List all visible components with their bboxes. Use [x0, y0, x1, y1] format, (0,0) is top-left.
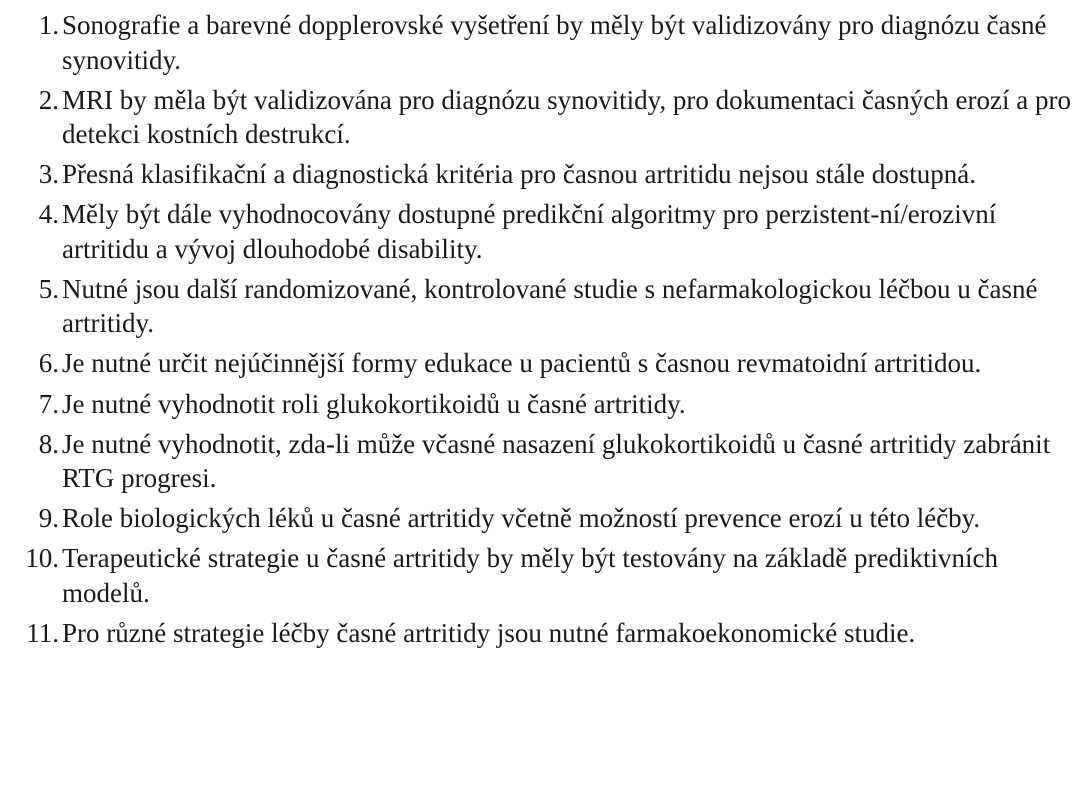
- item-number: 3.: [38, 159, 59, 190]
- list-item-7: [0, 387, 1084, 422]
- item-number: 5.: [38, 273, 59, 304]
- item-text: Role biologických léků u časné artritidy včetně možností prevence erozí u této léčby.: [62, 503, 981, 534]
- item-number: 9.: [38, 503, 59, 534]
- list-item-6: [0, 346, 1084, 381]
- item-number: 6.: [38, 348, 59, 379]
- item-number: 4.: [38, 199, 59, 230]
- item-text: Pro různé strategie léčby časné artritidy jsou nutné farmakoekonomické studie.: [62, 617, 916, 648]
- list-item-3: [0, 157, 1084, 192]
- item-number: 10.: [25, 543, 59, 574]
- item-number: 7.: [38, 388, 59, 419]
- list-item-1: [0, 8, 1084, 77]
- item-number: 11.: [26, 617, 59, 648]
- list-item-9: [0, 501, 1084, 536]
- item-number: 1.: [38, 10, 59, 40]
- list-item-10: [0, 541, 1084, 610]
- list-item-8: [0, 427, 1084, 496]
- item-text: Přesná klasifikační a diagnostická kritéria pro časnou artritidu nejsou stále dostupná.: [62, 159, 976, 190]
- item-text: Je nutné vyhodnotit roli glukokortikoidů u časné artritidy.: [62, 388, 686, 419]
- item-text: Je nutné vyhodnotit, zda-li může včasné nasazení glukokortikoidů u časné artritidy zabránit RTG progresi.: [62, 428, 1051, 494]
- item-number: 2.: [38, 84, 59, 115]
- item-text: Je nutné určit nejúčinnější formy edukace u pacientů s časnou revmatoidní artritidou.: [62, 348, 982, 379]
- item-text: MRI by měla být validizována pro diagnózu synovitidy, pro dokumentaci časných erozí a pro detekci kostních destrukcí.: [62, 84, 1071, 150]
- list-item-2: [0, 83, 1084, 152]
- list-item-4: [0, 197, 1084, 266]
- item-text: Terapeutické strategie u časné artritidy by měly být testovány na základě prediktivních modelů.: [62, 543, 999, 608]
- item-text: Nutné jsou další randomizované, kontrolované studie s nefarmakologickou léčbou u časné artritidy.: [62, 273, 1038, 339]
- list-item-11: [0, 616, 1084, 651]
- list-item-5: [0, 272, 1084, 341]
- item-text: Měly být dále vyhodnocovány dostupné predikční algoritmy pro perzistent-ní/erozivní artritidu a vývoj dlouhodobé disability.: [62, 199, 997, 264]
- item-number: 8.: [38, 428, 59, 459]
- item-text: Sonografie a barevné dopplerovské vyšetření by měly být validizovány pro diagnózu časné synovitidy.: [62, 10, 1047, 75]
